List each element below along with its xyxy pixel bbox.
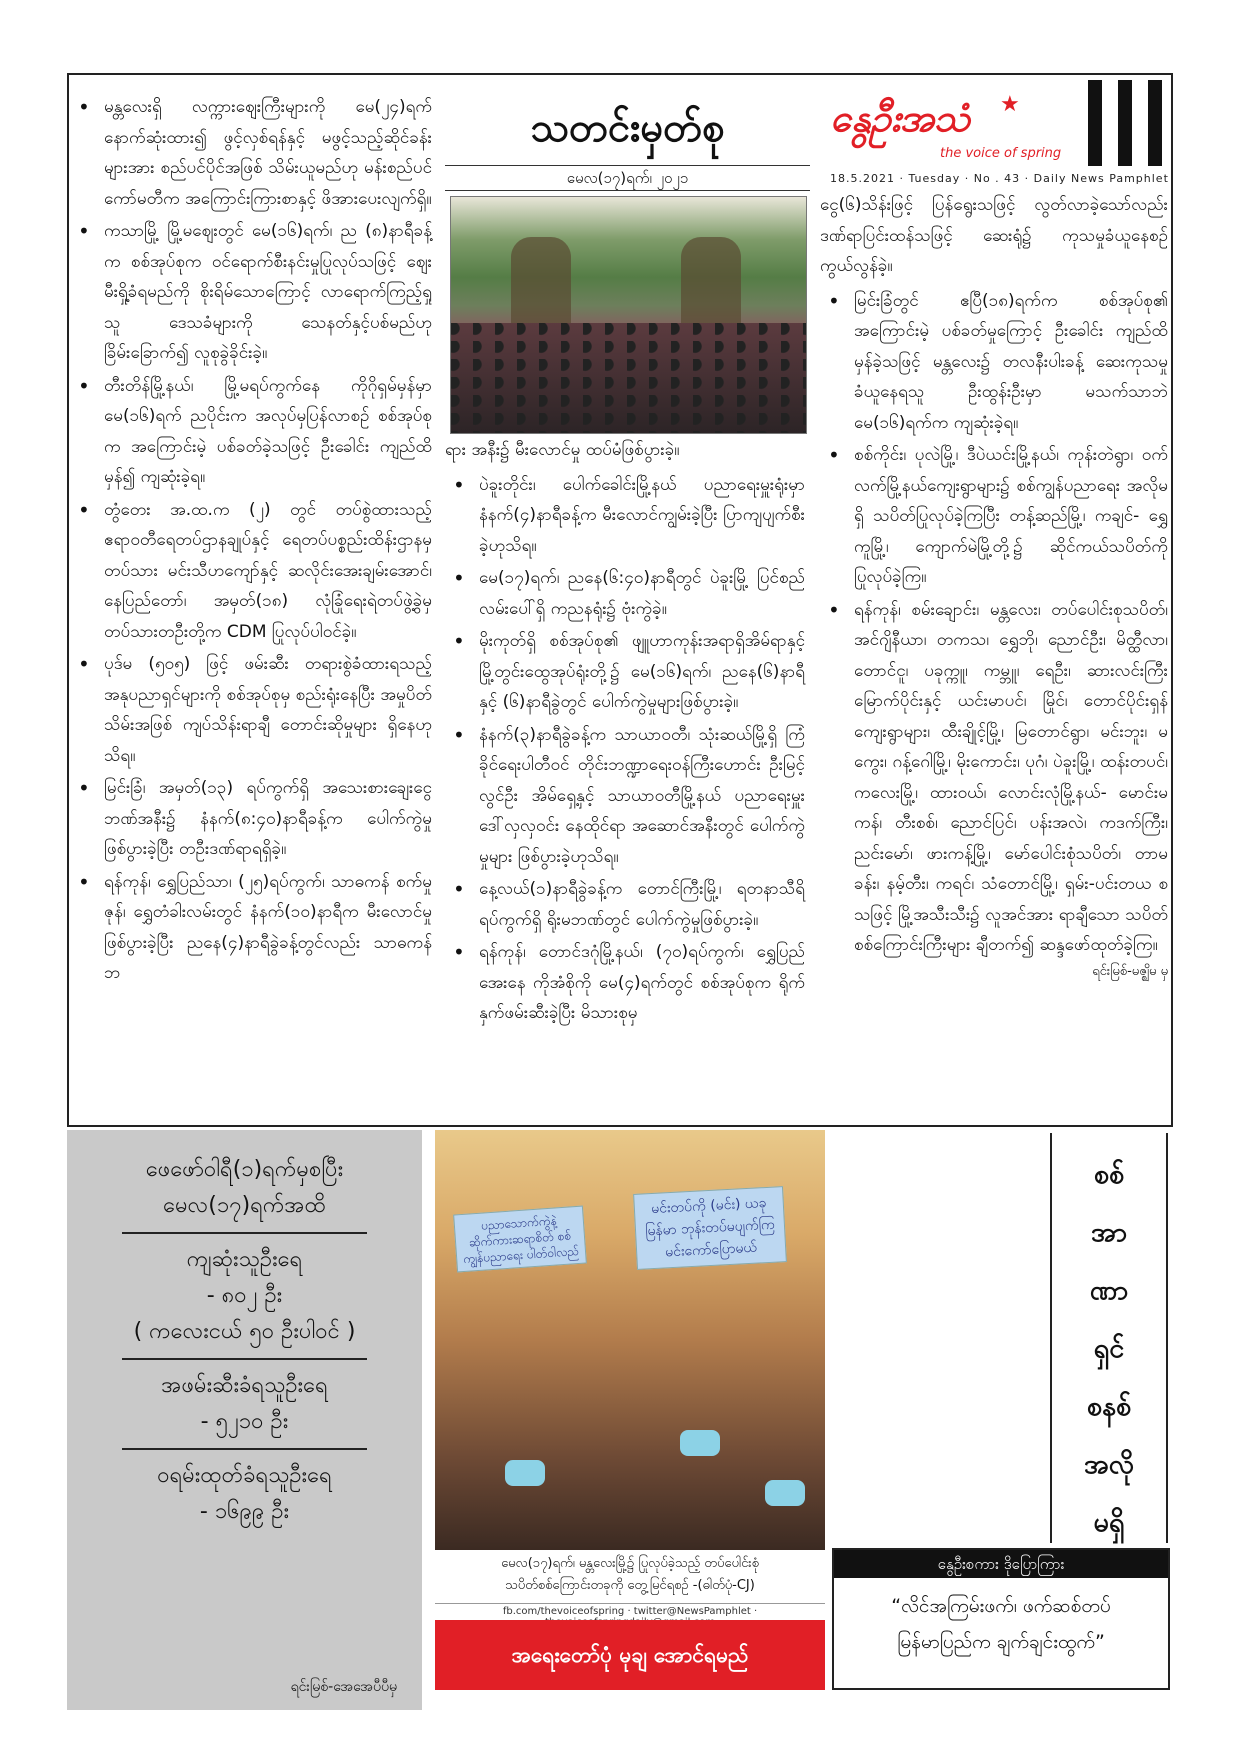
- logo-tagline: the voice of spring: [940, 146, 1062, 161]
- warrant-label: ဝရမ်းထုတ်ခံရသူဦးရေ: [157, 1463, 332, 1488]
- divider: [122, 1448, 367, 1450]
- news-item: • ရန်ကုန်၊ ရွှေပြည်သာ၊ (၂၅)ရပ်ကွက်၊ သာဓကန် စက်မှုဇုန်၊ ရွှေတံခါးလမ်းတွင် နံနက်(၁၀)နာရီက မီးလောင်မှု ဖြစ်ပွားခဲ့ပြီး ညနေ(၄)နာရီခွဲခန့်တွင်လည်း သာဓကန် ဘ: [104, 867, 432, 989]
- caption-line: သပိတ်စစ်ကြောင်းတခုကို တွေ့မြင်ရစဉ် -(ဓါတ်ပုံ-CJ): [505, 1578, 755, 1593]
- killed-note: ( ကလေးငယ် ၅၀ ဦးပါဝင် ): [133, 1319, 356, 1344]
- slogan-word: စနစ်: [1086, 1391, 1132, 1422]
- news-column-3: [820, 190, 1168, 981]
- arrested-label: အဖမ်းဆီးခံရသူဦးရေ: [161, 1373, 328, 1398]
- period-start: ဖေဖော်ဝါရီ(၁)ရက်မှစပြီး: [145, 1157, 344, 1182]
- logo: [830, 80, 1170, 190]
- casualty-stats: [67, 1130, 422, 1710]
- news-column-1: [70, 92, 432, 991]
- divider: [122, 1358, 367, 1360]
- star-icon: ★: [1000, 92, 1020, 117]
- arrested-value: - ၅၂၁၀ ဦး: [200, 1409, 289, 1434]
- slogan-word: စစ်: [1093, 1159, 1125, 1190]
- issue-info: 18.5.2021 · Tuesday · No . 43 · Daily News Pamphlet: [830, 172, 1169, 185]
- stats-source: ရင်းမြစ်-အေအေပီပီမှ: [290, 1679, 397, 1695]
- quote-box: [832, 1548, 1170, 1690]
- news-item: • ပုဒ်မ (၅၀၅) ဖြင့် ဖမ်းဆီး တရားစွဲခံထားရသည့် အနုပညာရှင်များကို စစ်အုပ်စုမှ စည်းရုံးနေပြီး အမှုပိတ်သိမ်းအဖြစ် ကျပ်သိန်းရာချီ တောင်းဆိုမှုများ ရှိနေဟု သိရ။: [104, 649, 432, 771]
- photo-caption: [435, 1553, 825, 1597]
- news-item: • ပဲခူးတိုင်း၊ ပေါက်ခေါင်းမြို့နယ် ပညာရေးမှူးရုံးမှာ နံနက်(၄)နာရီခန့်က မီးလောင်ကျွမ်းခဲ့ပြီး ပြာကျပျက်စီးခဲ့ဟုသိရ။: [479, 470, 805, 562]
- caption-line: မေလ(၁၇)ရက်၊ မန္တလေးမြို့၌ ပြုလုပ်ခဲ့သည့် တပ်ပေါင်းစုံ: [501, 1556, 759, 1571]
- news-item: • တီးတိန်မြို့နယ်၊ မြို့မရပ်ကွက်နေ ကိုဂိုရှမ်မှန်မှာ မေ(၁၆)ရက် ညပိုင်းက အလုပ်မှပြန်လာစဉ် စစ်အုပ်စုက အကြောင်းမဲ့ ပစ်ခတ်ခဲ့သဖြင့် ဦးခေါင်း ကျည်ထိမှန်၍ ကျဆုံးခဲ့ရ။: [104, 371, 432, 493]
- news-source: ရင်းမြစ်-မဇ္ဈိမ မှ: [1092, 963, 1168, 979]
- page-title: သတင်းမှတ်စု: [530, 105, 725, 151]
- news-item: • မေ(၁၇)ရက်၊ ညနေ(၆:၄၀)နာရီတွင် ပဲခူးမြို့ ပြင်စည်လမ်းပေါ်ရှိ ကညနရုံး၌ ဗုံးကွဲခဲ့။: [479, 563, 805, 624]
- news-column-2: [445, 435, 805, 1031]
- social-links: fb.com/thevoiceofspring · twitter@NewsPamphlet ·: [435, 1603, 825, 1628]
- news-continuation: ငွေ(၆)သိန်းဖြင့် ပြန်ရွေးသဖြင့် လွတ်လာခဲ့သော်လည်း ဒဏ်ရာပြင်းထန်သဖြင့် ဆေးရုံ၌ ကုသမှုခံယူနေစဉ် ကွယ်လွန်ခဲ့။: [820, 195, 1168, 276]
- divider: [122, 1232, 367, 1234]
- quote-header: နွေဦးစကား ဒိုပြောကြား: [834, 1550, 1168, 1578]
- news-continuation: ရား အနီး၌ မီးလောင်မှု ထပ်မံဖြစ်ပွားခဲ့။: [445, 440, 680, 460]
- issue-date: မေလ(၁၇)ရက်၊ ၂၀၂၁: [445, 165, 810, 191]
- slogan-word: ဏာ: [1089, 1275, 1129, 1306]
- news-item: • ရန်ကုန်၊ တောင်ဒဂုံမြို့နယ်၊ (၇၀)ရပ်ကွက်၊ ရွှေပြည်အေးနေ ကိုအံစိုကို မေ(၄)ရက်တွင် စစ်အုပ်စုက ရိုက်နှက်ဖမ်းဆီးခဲ့ပြီး မိသားစုမှ: [479, 937, 805, 1029]
- news-item: • တွံတေး အ.ထ.က (၂) တွင် တပ်စွဲထားသည့် ဧရာဝတီရေတပ်ဌာနချုပ်နှင့် ရေတပ်ပစ္စည်းထိန်းဌာနမှ တပ်သား မင်းသီဟကျော်နှင့် ဆလိုင်းအေးချမ်းအောင်၊ နေပြည်တော်၊ အမှတ်(၁၈) လုံခြုံရေးရဲတပ်ဖွဲ့ခွဲမှ တပ်သားတဦးတို့က CDM ပြုလုပ်ပါဝင်ခဲ့။: [104, 495, 432, 648]
- killed-value: - ၈၀၂ ဦး: [206, 1283, 283, 1308]
- news-item: • ရန်ကုန်၊ စမ်းချောင်း၊ မန္တလေး၊ တပ်ပေါင်းစုသပိတ်၊ အင်ဂျိနီယာ၊ တကသ၊ ရွှေဘို၊ ညောင်ဦး၊ မိတ္ထီလာ၊ တောင်ငူ၊ ပခုက္ကူ၊ ကမ္ဘူ၊ ရေဦး၊ ဆားလင်းကြီး မြောက်ပိုင်းနှင့် ယင်းမာပင်၊ မြိုင်၊ တောင်ပိုင်းရှန် ကျေးရွာများ၊ ထီးချိုင့်မြို့၊ မြတောင်ရွာ၊ မင်းဘူး၊ မကွေး၊ ဂန့်ဂေါမြို့၊ မိုးကောင်း၊ ပုဂံ၊ ပဲခူးမြို့၊ ထန်းတပင်၊ ကလေးမြို့၊ ထားဝယ်၊ လောင်းလုံမြို့နယ်- မောင်းမကန်၊ တီးစစ်၊ ညောင်ပြင်၊ ပန်းအလဲ၊ ကဒက်ကြီး၊ ညင်းမော်၊ ဖားကန့်မြို့၊ မော်ပေါင်းစုံသပိတ်၊ တာမခန်း၊ နမ့်တီး၊ ကရင်၊ သံတောင်မြို့၊ ရှမ်း-ပင်းတယ စသဖြင့် မြို့အသီးသီး၌ လူအင်အား ရာချီသော သပိတ်စစ်ကြောင်းကြီးများ ချီတက်၍ ဆန္ဒဖော်ထုတ်ခဲ့ကြ။: [854, 595, 1168, 961]
- slogan-word: ရှင်: [1093, 1333, 1125, 1364]
- period-end: မေလ(၁၇)ရက်အထိ: [163, 1193, 326, 1218]
- quote-line: မြန်မာပြည်က ချက်ချင်းထွက်”: [897, 1631, 1105, 1653]
- protest-sign: မင်းတပ်ကို (မင်း) ယခု မြန်မာ ဘုန်းတပ်မပျက်ကြ မင်းကော်ပြောမယ်: [633, 1186, 787, 1270]
- news-item: • နေ့လယ်(၁)နာရီခွဲခန့်က တောင်ကြီးမြို့၊ ရတနာသီရိရပ်ကွက်ရှိ ရိုးမဘဏ်တွင် ပေါက်ကွဲမှုဖြစ်ပွားခဲ့။: [479, 874, 805, 935]
- slogan-banner: အရေးတော်ပုံ မုချ အောင်ရမည်: [435, 1620, 825, 1690]
- vertical-slogan: [1050, 1133, 1168, 1543]
- news-item: • စစ်ကိုင်း၊ ပုလဲမြို့၊ ဒီပဲယင်းမြို့နယ်၊ ကုန်းတဲရွာ၊ ဝက်လက်မြို့နယ်ကျေးရွာများ၌ စစ်ကျွန်ပညာရေး အလိုမရှိ သပိတ်ပြုလုပ်ခဲ့ကြပြီး တန့်ဆည်မြို့၊ ကချင်- ရွှေကူမြို့၊ ကျောက်မဲမြို့တို့၌ ဆိုင်ကယ်သပိတ်ကို ပြုလုပ်ခဲ့ကြ။: [854, 440, 1168, 593]
- slogan-word: အာ: [1091, 1217, 1127, 1248]
- crowd-photo: [450, 196, 807, 434]
- logo-bars-icon: [1080, 80, 1170, 166]
- warrant-value: - ၁၆၉၉ ဦး: [199, 1499, 290, 1524]
- news-item: • မြင်းခြံတွင် ဧပြီ(၁၈)ရက်က စစ်အုပ်စု၏ အကြောင်းမဲ့ ပစ်ခတ်မှုကြောင့် ဦးခေါင်း ကျည်ထိ မှန်ခဲ့သဖြင့် မန္တလေး၌ တလနီးပါးခန့် ဆေးကုသမှုခံယူနေရသူ ဦးထွန်းဦးမှာ မသက်သာဘဲ မေ(၁၆)ရက်က ကျဆုံးခဲ့ရ။: [854, 286, 1168, 439]
- news-item: • မြင်းခြံ၊ အမှတ်(၁၃) ရပ်ကွက်ရှိ အသေးစားချေးငွေဘဏ်အနီး၌ နံနက်(၈:၄၀)နာရီခန့်က ပေါက်ကွဲမှုဖြစ်ပွားခဲ့ပြီး တဦးဒဏ်ရာရရှိခဲ့။: [104, 773, 432, 865]
- slogan-word: မရှိ: [1093, 1507, 1125, 1538]
- news-item: • ကသာမြို့ မြို့မဈေးတွင် မေ(၁၆)ရက်၊ ည (၈)နာရီခန့်က စစ်အုပ်စုက ဝင်ရောက်စီးနင်းမှုပြုလုပ်သဖြင့် ဈေးမီးရှို့ခံရမည်ကို စိုးရိမ်သောကြောင့် လာရောက်ကြည့်ရှုသူ ဒေသခံများကို သေနတ်နှင့်ပစ်မည်ဟု ခြိမ်းခြောက်၍ လူစုခွဲခိုင်းခဲ့။: [104, 216, 432, 369]
- logo-text: နွေဦးအသံ: [830, 96, 970, 140]
- news-item: • မန္တလေးရှိ လက္ကားဈေးကြီးများကို မေ(၂၄)ရက် နောက်ဆုံးထား၍ ဖွင့်လှစ်ရန်နှင့် မဖွင့်သည့်ဆိုင်ခန်းများအား စည်ပင်ပိုင်အဖြစ် သိမ်းယူမည်ဟု မန်းစည်ပင်ကော်မတီက အကြောင်းကြားစာနှင့် ဖိအားပေးလျက်ရှိ။: [104, 92, 432, 214]
- protest-sign: ပညာသောက်ကွဲနဲ့ ဆိုက်ကားဆရာစိတ် စစ်ကျွန်ပညာရေး ပါတ်ဝါလည်: [453, 1206, 587, 1273]
- quote-line: “လိင်အကြမ်းဖက်၊ ဖက်ဆစ်တပ်: [891, 1595, 1111, 1617]
- slogan-word: အလို: [1083, 1449, 1135, 1480]
- killed-label: ကျဆုံးသူဦးရေ: [186, 1247, 303, 1272]
- news-item: • မိုးကုတ်ရှိ စစ်အုပ်စု၏ ဖျူဟာကုန်းအရာရှိအိမ်ရာနှင့် မြို့တွင်းထွေအုပ်ရုံးတို့၌ မေ(၁၆)ရက်၊ ညနေ(၆)နာရီနှင့် (၆)နာရီခွဲတွင် ပေါက်ကွဲမှုများဖြစ်ပွားခဲ့။: [479, 626, 805, 718]
- protest-photo: [435, 1130, 825, 1550]
- news-item: • နံနက်(၃)နာရီခွဲခန့်က သာယာဝတီ၊ သုံးဆယ်မြို့ရှိ ကြံခိုင်ရေးပါတီဝင် တိုင်းဘဏ္ဍာရေးဝန်ကြီးဟောင်း ဦးမြင့်လွင်ဦး အိမ်ရှေ့နှင့် သာယာဝတီမြို့နယ် ပညာရေးမှူး ဒေါ်လှလှဝင်း နေထိုင်ရာ အဆောင်အနီးတွင် ပေါက်ကွဲမှုများ ဖြစ်ပွားခဲ့ဟုသိရ။: [479, 720, 805, 873]
